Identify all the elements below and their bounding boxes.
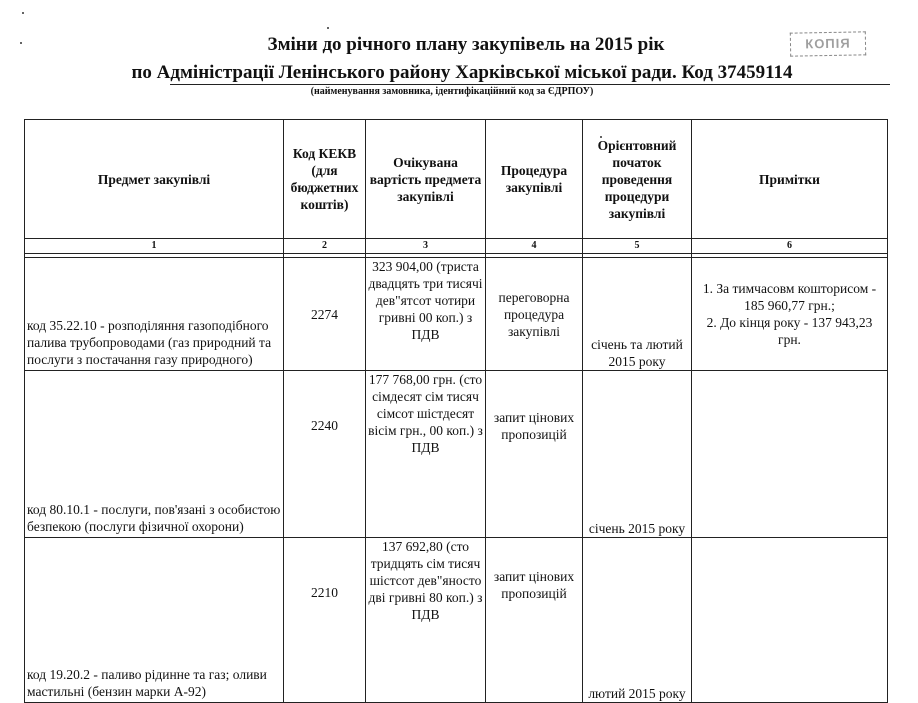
column-number: 5 bbox=[583, 239, 692, 254]
cell-start: лютий 2015 року bbox=[583, 538, 692, 703]
cell-kekv: 2210 bbox=[284, 538, 366, 703]
table-row bbox=[25, 538, 888, 703]
column-number: 6 bbox=[692, 239, 888, 254]
cell-procedure: запит цінових пропозицій bbox=[486, 538, 583, 703]
cell-start: січень та лютий 2015 року bbox=[583, 258, 692, 371]
header-procedure: Процедура закупівлі bbox=[486, 120, 583, 239]
column-number-row bbox=[25, 239, 888, 254]
procurement-table bbox=[24, 119, 888, 703]
column-number: 2 bbox=[284, 239, 366, 254]
cell-subject: код 19.20.2 - паливо рідинне та газ; оливи мастильні (бензин марки А-92) bbox=[25, 538, 284, 703]
cell-notes bbox=[692, 538, 888, 703]
cell-start: січень 2015 року bbox=[583, 371, 692, 538]
header-kekv: Код КЕКВ (для бюджетних коштів) bbox=[284, 120, 366, 239]
header-expected-cost: Очікувана вартість предмета закупівлі bbox=[366, 120, 486, 239]
note-line: 1. За тимчасовм кошторисом - 185 960,77 грн.; bbox=[702, 281, 877, 313]
cell-subject: код 35.22.10 - розподіляння газоподібного палива трубопроводами (газ природний та послуги з постачання газу природного) bbox=[25, 258, 284, 371]
cell-cost: 323 904,00 (триста двадцять три тисячі дев"ятсот чотири гривні 00 коп.) з ПДВ bbox=[366, 258, 486, 371]
cell-notes bbox=[692, 258, 888, 371]
document-subtitle: по Адміністрації Ленінського району Харківської міської ради. Код 37459114 bbox=[131, 62, 793, 83]
title-underline bbox=[170, 84, 890, 85]
scan-speck bbox=[22, 12, 24, 14]
cell-kekv: 2240 bbox=[284, 371, 366, 538]
column-number: 4 bbox=[486, 239, 583, 254]
cell-procedure: переговорна процедура закупівлі bbox=[486, 258, 583, 371]
note-line: 2. До кінця року - 137 943,23 грн. bbox=[706, 315, 873, 347]
cell-subject: код 80.10.1 - послуги, пов'язані з особистою безпекою (послуги фізичної охорони) bbox=[25, 371, 284, 538]
header-start: Орієнтовний початок проведення процедури закупівлі bbox=[583, 120, 692, 239]
column-number: 1 bbox=[25, 239, 284, 254]
scan-speck bbox=[327, 27, 329, 29]
customer-caption: (найменування замовника, ідентифікаційний код за ЄДРПОУ) bbox=[310, 86, 594, 97]
header-subject: Предмет закупівлі bbox=[25, 120, 284, 239]
table-row bbox=[25, 371, 888, 538]
cell-kekv: 2274 bbox=[284, 258, 366, 371]
cell-notes bbox=[692, 371, 888, 538]
header-notes: Примітки bbox=[692, 120, 888, 239]
header-row bbox=[25, 120, 888, 239]
cell-procedure: запит цінових пропозицій bbox=[486, 371, 583, 538]
cell-cost: 137 692,80 (сто тридцять сім тисяч шістсот дев"яносто дві гривні 80 коп.) з ПДВ bbox=[366, 538, 486, 703]
cell-cost: 177 768,00 грн. (сто сімдесят сім тисяч сімсот шістдесят вісім грн., 00 коп.) з ПДВ bbox=[366, 371, 486, 538]
copy-stamp: КОПІЯ bbox=[790, 31, 866, 56]
table-row bbox=[25, 258, 888, 371]
document-title: Зміни до річного плану закупівель на 2015 рік bbox=[267, 34, 665, 55]
column-number: 3 bbox=[366, 239, 486, 254]
